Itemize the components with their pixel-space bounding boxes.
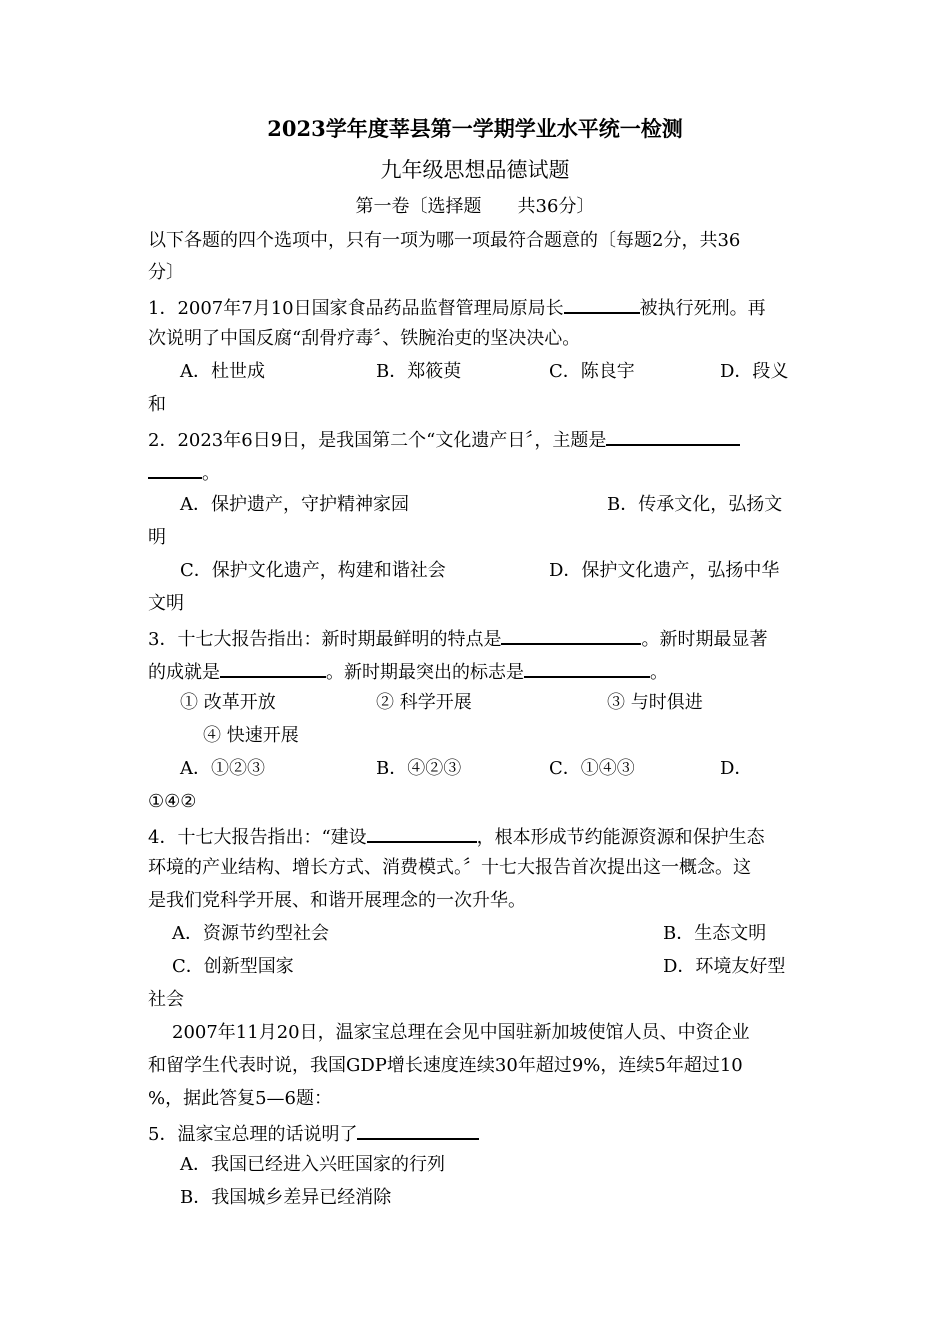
exam-subtitle: 九年级思想品德试题 [380, 158, 570, 182]
choice-item-4: ④ 快速开展 [203, 725, 299, 746]
option-d: D．环境友好型 [663, 956, 786, 977]
option-d-wrap: ①④② [148, 791, 197, 812]
option-b: B．④②③ [376, 758, 462, 779]
exam-title: 2023学年度莘县第一学期学业水平统一检测 [267, 116, 683, 141]
option-a: A．①②③ [180, 758, 265, 779]
choice-item-2: ② 科学开展 [376, 692, 472, 713]
option-d: D． [720, 758, 753, 779]
option-b: B．郑筱萸 [376, 361, 462, 382]
choice-item-1: ① 改革开放 [180, 692, 276, 713]
option-a: A．资源节约型社会 [172, 923, 329, 944]
option-b: B．传承文化，弘扬文 [607, 494, 783, 515]
passage-line: 和留学生代表时说，我国GDP增长速度连续30年超过9%，连续5年超过10 [148, 1055, 743, 1076]
question-1-stem: 次说明了中国反腐“刮骨疗毒〞、铁腕治吏的坚决决心。 [148, 328, 581, 349]
option-d-wrap: 和 [148, 394, 166, 415]
option-a: A．保护遗产，守护精神家园 [180, 494, 409, 515]
option-c: C．保护文化遗产，构建和谐社会 [180, 560, 446, 581]
option-b: B．我国城乡差异已经消除 [180, 1187, 392, 1208]
option-c: C．①④③ [549, 758, 635, 779]
answer-blank [148, 459, 202, 479]
question-4-stem: 环境的产业结构、增长方式、消费模式。〞十七大报告首次提出这一概念。这 [148, 857, 751, 878]
option-b: B．生态文明 [663, 923, 767, 944]
option-c: C．陈良宇 [549, 361, 635, 382]
option-d-wrap: 社会 [148, 989, 184, 1010]
answer-blank [606, 426, 740, 446]
answer-blank [367, 823, 477, 843]
answer-blank [524, 658, 650, 678]
passage-line: %，据此答复5—6题： [148, 1088, 333, 1109]
instructions-line: 分〕 [148, 262, 184, 283]
question-5-stem: 5．温家宝总理的话说明了 [148, 1120, 479, 1147]
question-2-stem: 。 [148, 459, 220, 486]
option-d: D．段义 [720, 361, 789, 382]
answer-blank [220, 658, 326, 678]
answer-blank [564, 294, 640, 314]
question-1-stem: 1．2007年7月10日国家食品药品监督管理局原局长 被执行死刑。再 [148, 294, 766, 321]
section-heading: 第一卷〔选择题 共36分〕 [355, 196, 595, 217]
option-d: D．保护文化遗产，弘扬中华 [549, 560, 780, 581]
question-4-stem: 是我们党科学开展、和谐开展理念的一次升华。 [148, 890, 526, 911]
option-d-wrap: 文明 [148, 593, 184, 614]
question-3-stem: 的成就是 。新时期最突出的标志是 。 [148, 658, 668, 685]
option-a: A．杜世成 [180, 361, 265, 382]
passage-line: 2007年11月20日，温家宝总理在会见中国驻新加坡使馆人员、中资企业 [172, 1022, 750, 1043]
question-2-stem: 2．2023年6日9日，是我国第二个“文化遗产日〞，主题是 [148, 426, 740, 453]
question-4-stem: 4．十七大报告指出：“建设 ，根本形成节约能源资源和保护生态 [148, 823, 765, 850]
instructions-line: 以下各题的四个选项中，只有一项为哪一项最符合题意的〔每题2分，共36 [148, 230, 741, 251]
answer-blank [357, 1120, 479, 1140]
option-b-wrap: 明 [148, 527, 166, 548]
choice-item-3: ③ 与时俱进 [607, 692, 703, 713]
question-3-stem: 3．十七大报告指出：新时期最鲜明的特点是 。新时期最显著 [148, 625, 767, 652]
answer-blank [501, 625, 641, 645]
option-a: A．我国已经进入兴旺国家的行列 [180, 1154, 445, 1175]
option-c: C．创新型国家 [172, 956, 294, 977]
